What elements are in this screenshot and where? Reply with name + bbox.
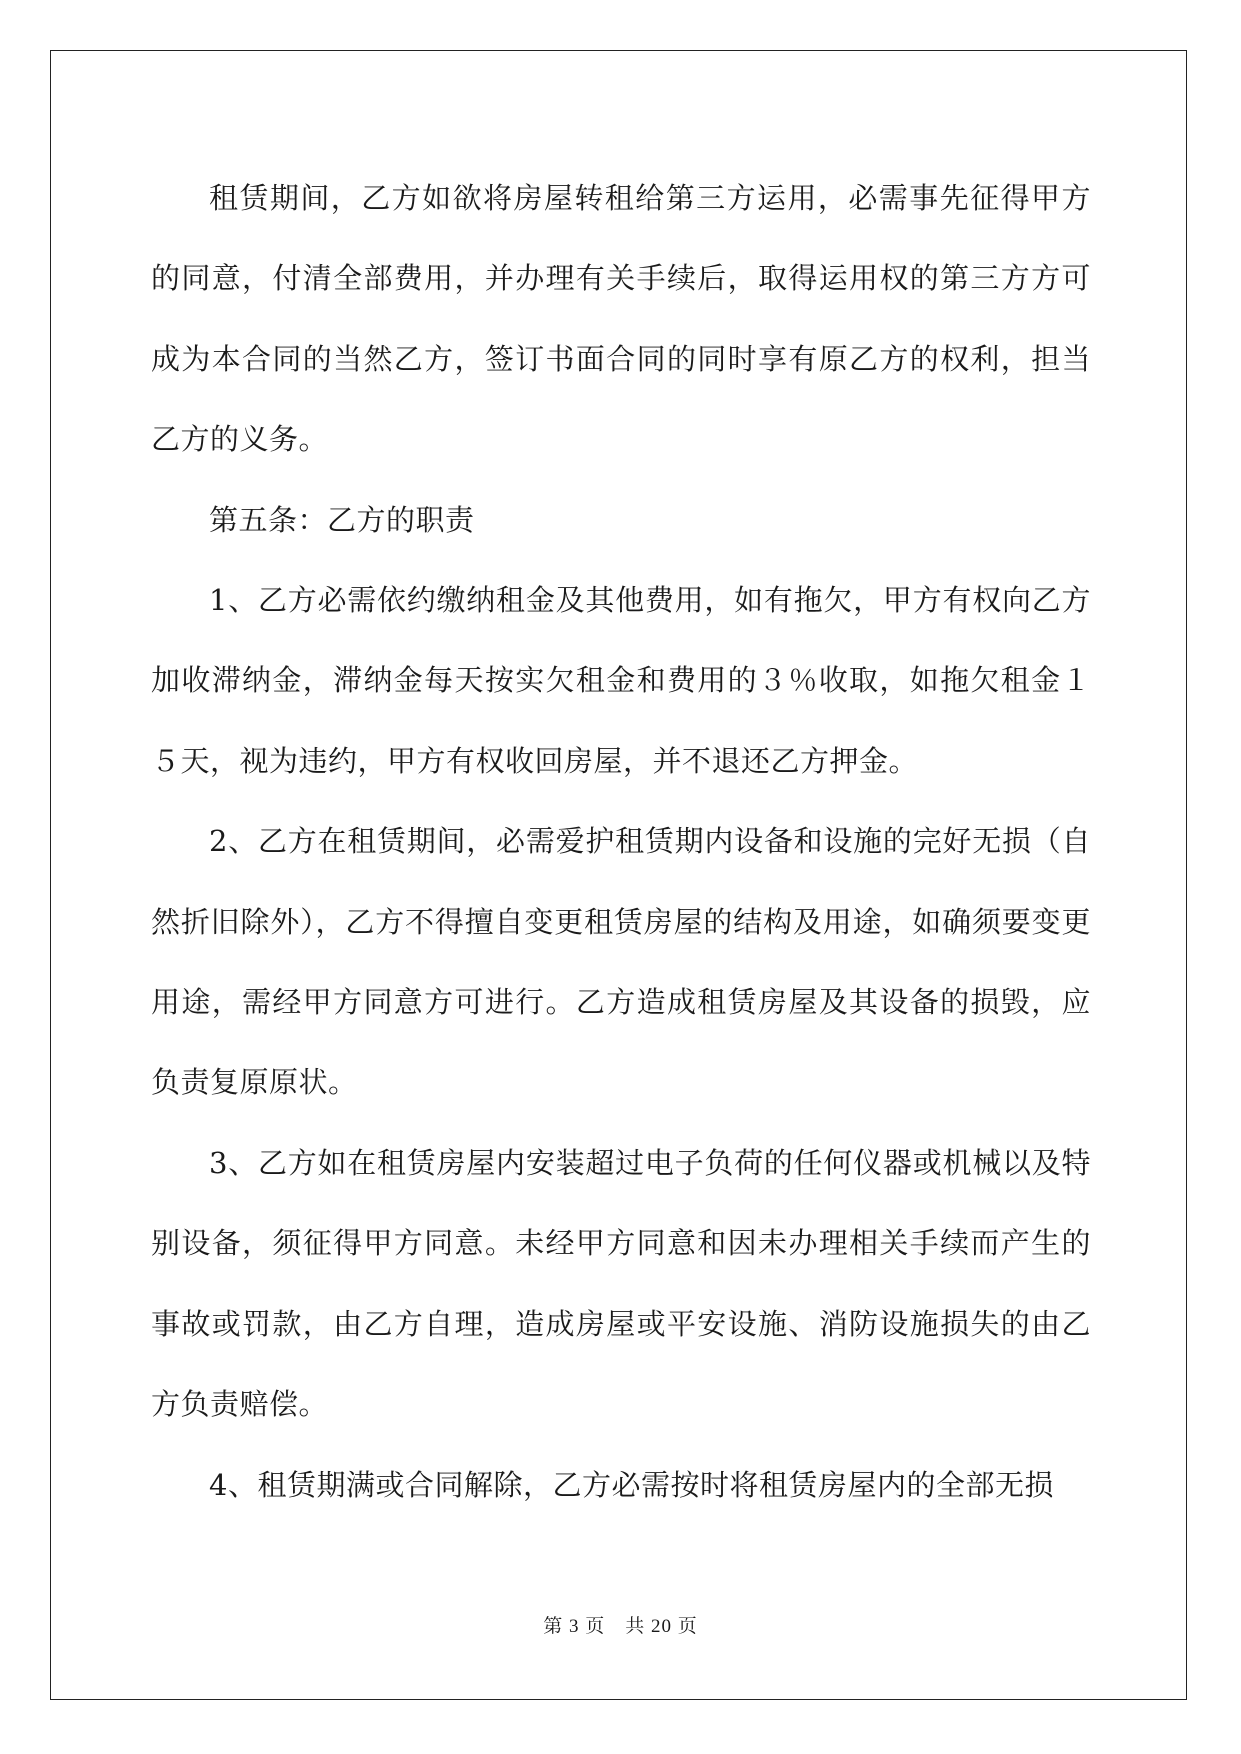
page-number-footer: 第 3 页 共 20 页	[543, 1616, 698, 1637]
paragraph-clause-3: 3、乙方如在租赁房屋内安装超过电子负荷的任何仪器或机械以及特别设备，须征得甲方同意。未经甲方同意和因未办理相关手续而产生的事故或罚款，由乙方自理，造成房屋或平安设施、消防设施损失的由乙方负责赔偿。	[151, 1145, 1091, 1422]
paragraph-clause-2: 2、乙方在租赁期间，必需爱护租赁期内设备和设施的完好无损（自然折旧除外），乙方不得擅自变更租赁房屋的结构及用途，如确须要变更用途，需经甲方同意方可进行。乙方造成租赁房屋及其设备的损毁，应负责复原原状。	[151, 824, 1091, 1100]
paragraph-clause-4: 4、租赁期满或合同解除，乙方必需按时将租赁房屋内的全部无损	[209, 1467, 1054, 1502]
document-body	[151, 158, 1091, 1525]
paragraph-clause-1: 1、乙方必需依约缴纳租金及其他费用，如有拖欠，甲方有权向乙方加收滞纳金，滞纳金每天按实欠租金和费用的３％收取，如拖欠租金１５天，视为违约，甲方有权收回房屋，并不退还乙方押金。	[151, 583, 1091, 778]
paragraph-sublease: 租赁期间，乙方如欲将房屋转租给第三方运用，必需事先征得甲方的同意，付清全部费用，并办理有关手续后，取得运用权的第三方方可成为本合同的当然乙方，签订书面合同的同时享有原乙方的权利，担当乙方的义务。	[151, 181, 1091, 457]
section-heading-article-5: 第五条：乙方的职责	[209, 502, 475, 537]
